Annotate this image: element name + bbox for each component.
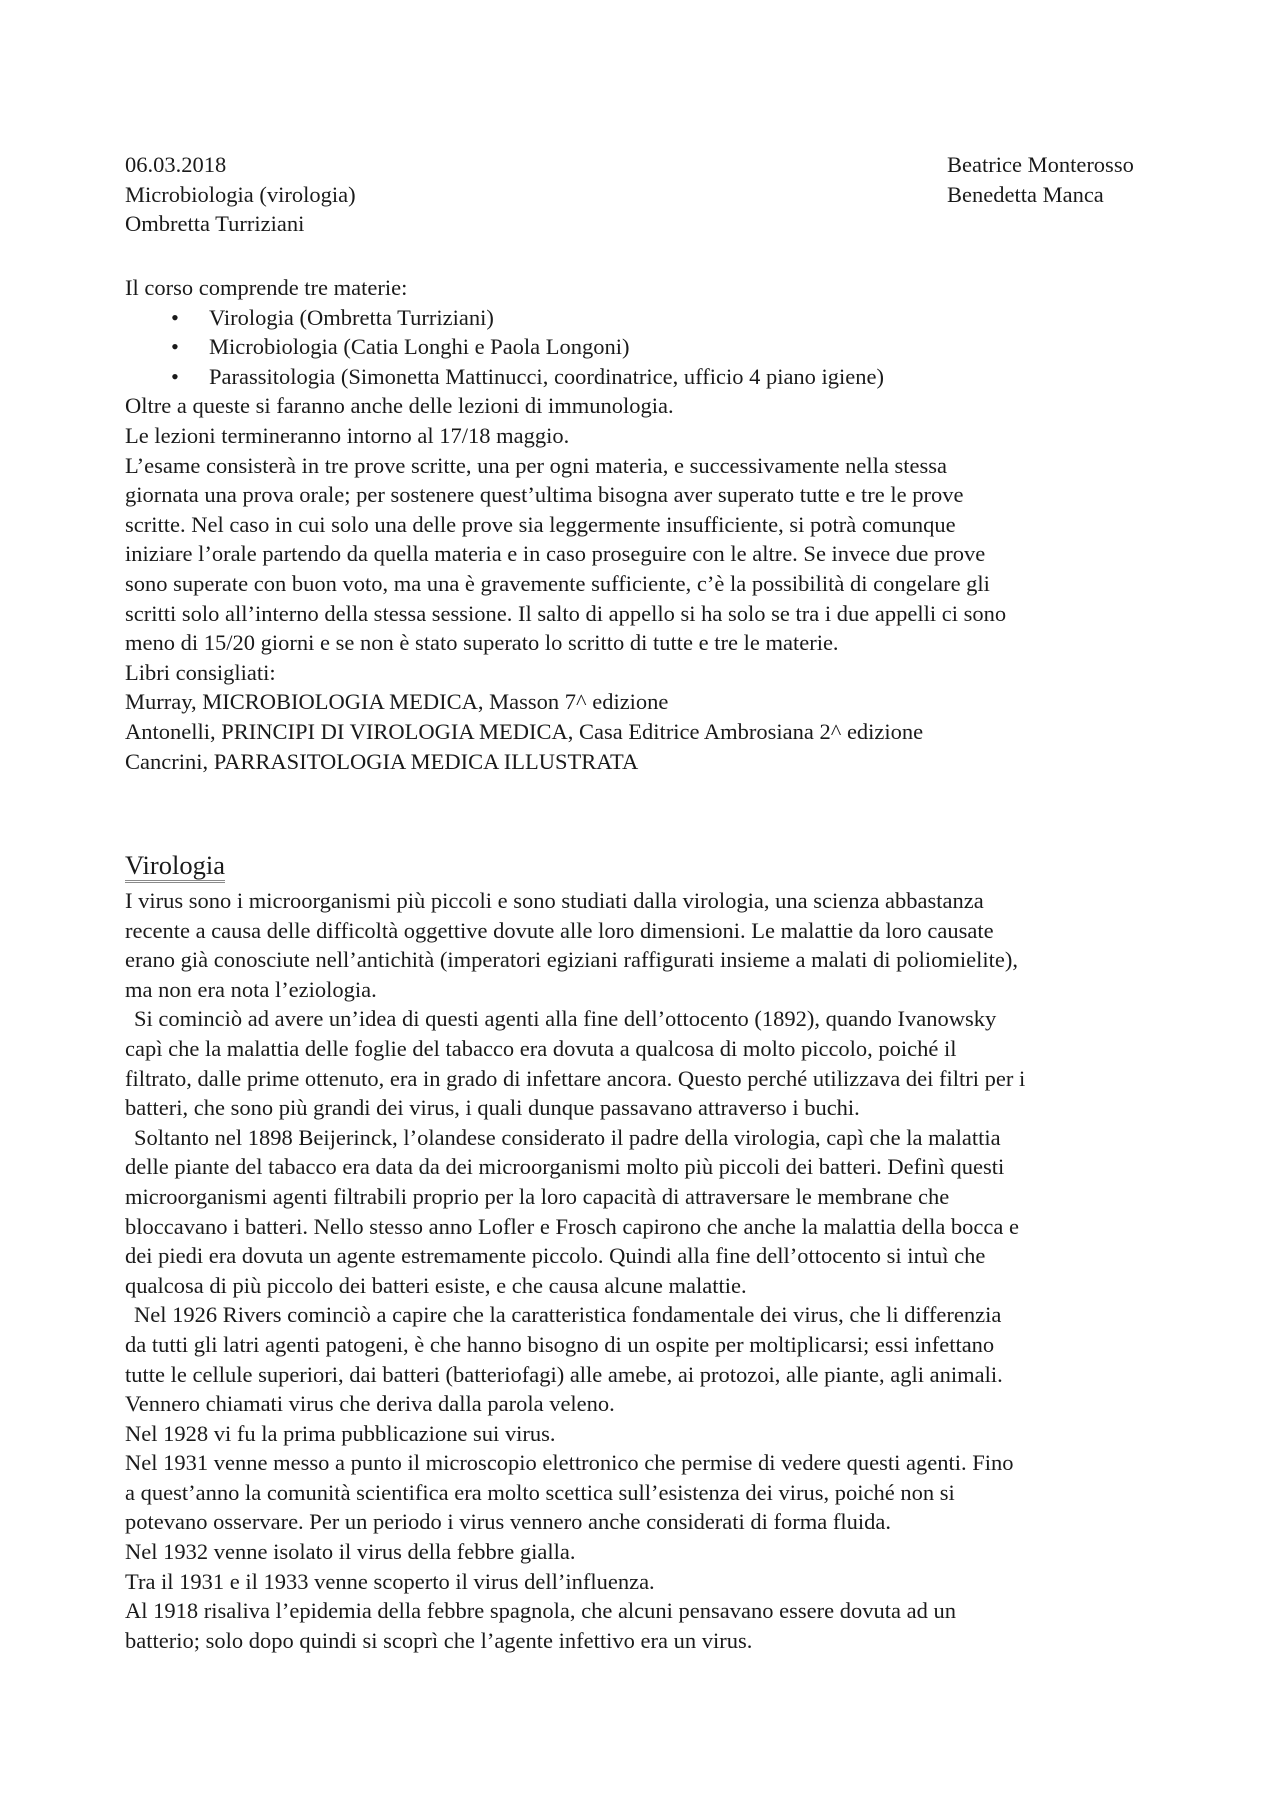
text-line: Nel 1928 vi fu la prima pubblicazione sui virus. (125, 1420, 556, 1446)
text-line: giornata una prova orale; per sostenere quest’ultima bisogna aver superato tutte e tre le prove (125, 482, 964, 508)
text-line: meno di 15/20 giorni e se non è stato superato lo scritto di tutte e tre le materie. (125, 630, 839, 656)
text-line: iniziare l’orale partendo da quella materia e in caso proseguire con le altre. Se invece due prove (125, 541, 986, 567)
text-line: Al 1918 risaliva l’epidemia della febbre spagnola, che alcuni pensavano essere dovuta ad un (125, 1598, 956, 1624)
text-line: Tra il 1931 e il 1933 venne scoperto il virus dell’influenza. (125, 1568, 655, 1594)
author-name: Benedetta Manca (947, 181, 1104, 207)
text-line: I virus sono i microorganismi più piccoli e sono studiati dalla virologia, una scienza abbastanza (125, 888, 984, 913)
text-line: sono superate con buon voto, ma una è gravemente sufficiente, c’è la possibilità di congelare gli (125, 570, 990, 596)
list-item-text: Virologia (Ombretta Turriziani) (209, 304, 494, 330)
text-line: a quest’anno la comunità scientifica era molto scettica sull’esistenza dei virus, poiché non si (125, 1479, 955, 1505)
text-line: delle piante del tabacco era data da dei microorganismi molto più piccoli dei batteri. Definì questi (125, 1154, 1005, 1180)
bullet-icon: • (171, 304, 179, 330)
text-line: Le lezioni termineranno intorno al 17/18 maggio. (125, 422, 570, 448)
text-line: batterio; solo dopo quindi si scoprì che l’agente infettivo era un virus. (125, 1627, 753, 1653)
subject-list (125, 303, 1175, 392)
bullet-icon: • (171, 334, 179, 360)
date: 06.03.2018 (125, 152, 227, 177)
list-item (125, 362, 1175, 392)
section-title: Virologia (125, 850, 225, 883)
text-line: Nel 1932 venne isolato il virus della febbre gialla. (125, 1539, 576, 1565)
book-reference: Antonelli, PRINCIPI DI VIROLOGIA MEDICA, Casa Editrice Ambrosiana 2^ edizione (125, 718, 924, 744)
text-line: Soltanto nel 1898 Beijerinck, l’olandese considerato il padre della virologia, capì che la malattia (134, 1124, 1001, 1150)
text-line: Nel 1926 Rivers cominciò a capire che la caratteristica fondamentale dei virus, che li differenzia (134, 1302, 1002, 1328)
teacher-name: Ombretta Turriziani (125, 211, 305, 236)
list-item-text: Microbiologia (Catia Longhi e Paola Longoni) (209, 334, 630, 360)
author-name: Beatrice Monterosso (947, 152, 1134, 177)
text-line: recente a causa delle difficoltà oggettive dovute alle loro dimensioni. Le malattie da loro causate (125, 917, 994, 943)
header-left (125, 150, 725, 239)
books-heading: Libri consigliati: (125, 659, 276, 685)
text-line: qualcosa di più piccolo dei batteri esiste, e che causa alcune malattie. (125, 1272, 747, 1298)
header-right (947, 150, 1187, 209)
course-title: Microbiologia (virologia) (125, 181, 356, 207)
intro-lead: Il corso comprende tre materie: (125, 275, 408, 300)
list-item-text: Parassitologia (Simonetta Mattinucci, coordinatrice, ufficio 4 piano igiene) (209, 363, 885, 389)
text-line: scritte. Nel caso in cui solo una delle prove sia leggermente insufficiente, si potrà comunque (125, 511, 956, 537)
text-line: erano già conosciute nell’antichità (imperatori egiziani raffigurati insieme a malati di poliomielite), (125, 947, 1019, 973)
list-item (125, 303, 1175, 333)
text-line: bloccavano i batteri. Nello stesso anno Lofler e Frosch capirono che anche la malattia della bocca e (125, 1213, 1020, 1239)
text-line: Si cominciò ad avere un’idea di questi agenti alla fine dell’ottocento (1892), quando Ivanowsky (134, 1006, 997, 1032)
bullet-icon: • (171, 363, 179, 389)
book-reference: Murray, MICROBIOLOGIA MEDICA, Masson 7^ edizione (125, 689, 669, 715)
text-line: da tutti gli latri agenti patogeni, è che hanno bisogno di un ospite per moltiplicarsi; essi infettano (125, 1331, 995, 1357)
intro-section (125, 273, 1175, 776)
text-line: ma non era nota l’eziologia. (125, 976, 377, 1002)
text-line: Oltre a queste si faranno anche delle lezioni di immunologia. (125, 393, 674, 419)
text-line: microorganismi agenti filtrabili proprio per la loro capacità di attraversare le membrane che (125, 1183, 950, 1209)
text-line: Vennero chiamati virus che deriva dalla parola veleno. (125, 1391, 615, 1417)
text-line: tutte le cellule superiori, dai batteri (batteriofagi) alle amebe, ai protozoi, alle piante, agli animali. (125, 1361, 1003, 1387)
text-line: batteri, che sono più grandi dei virus, i quali dunque passavano attraverso i buchi. (125, 1095, 860, 1121)
book-reference: Cancrini, PARRASITOLOGIA MEDICA ILLUSTRATA (125, 748, 639, 774)
text-line: dei piedi era dovuta un agente estremamente piccolo. Quindi alla fine dell’ottocento si intuì che (125, 1243, 986, 1269)
text-line: filtrato, dalle prime ottenuto, era in grado di infettare ancora. Questo perché utilizzava dei filtri per i (125, 1065, 1026, 1091)
text-line: potevano osservare. Per un periodo i virus vennero anche considerati di forma fluida. (125, 1509, 891, 1535)
text-line: scritti solo all’interno della stessa sessione. Il salto di appello si ha solo se tra i due appelli ci sono (125, 600, 1007, 626)
text-line: capì che la malattia delle foglie del tabacco era dovuta a qualcosa di molto piccolo, poiché il (125, 1035, 957, 1061)
text-line: Nel 1931 venne messo a punto il microscopio elettronico che permise di vedere questi agenti. Fino (125, 1450, 1014, 1476)
virologia-section (125, 850, 1175, 1655)
list-item (125, 332, 1175, 362)
text-line: L’esame consisterà in tre prove scritte, una per ogni materia, e successivamente nella stessa (125, 452, 947, 478)
